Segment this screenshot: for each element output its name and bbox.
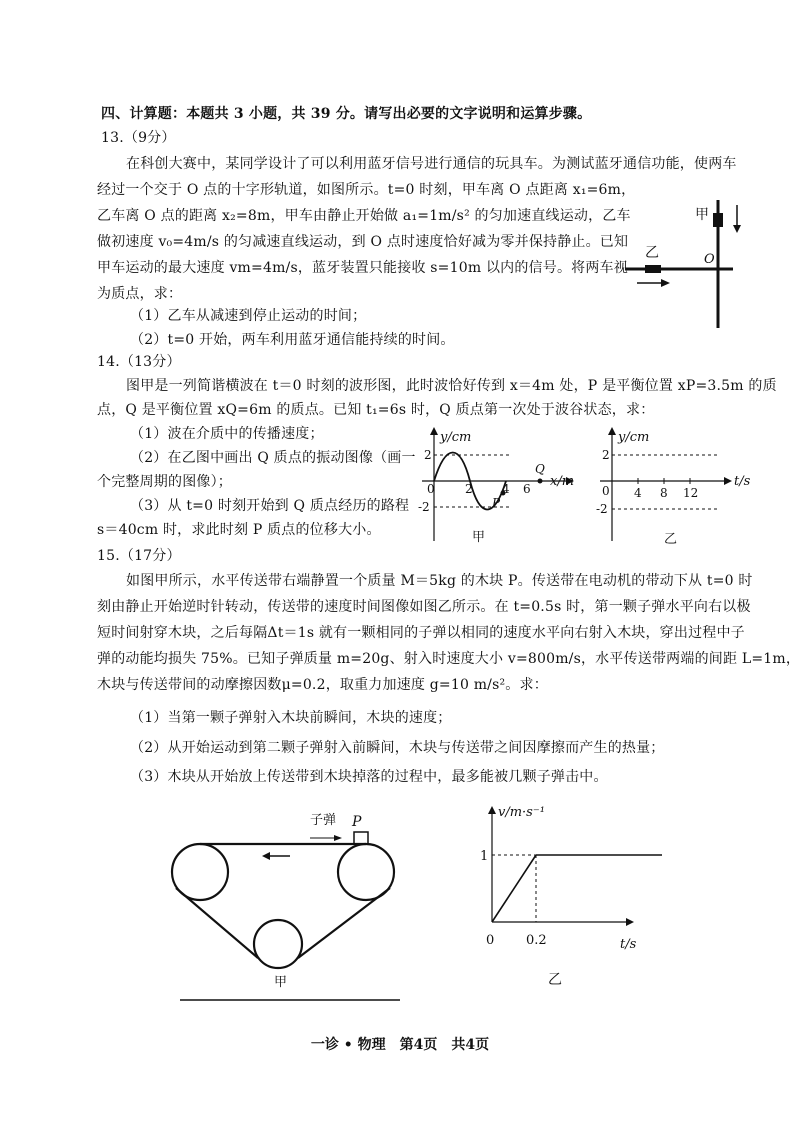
q14-jia-tick-y-2: 2 bbox=[424, 448, 432, 462]
q15-bullet-arrow bbox=[334, 835, 342, 841]
q15-sub-3: （3）木块从开始放上传送带到木块掉落的过程中，最多能被几颗子弹击中。 bbox=[130, 769, 608, 785]
q14-yi-tick-y-2: 2 bbox=[602, 448, 610, 462]
page-footer: 一诊 • 物理 第4页 共4页 bbox=[310, 1037, 490, 1053]
q14-sub-3b: s＝40cm 时，求此时刻 P 质点的位移大小。 bbox=[97, 522, 381, 538]
q14-jia-xlabel: x/m bbox=[550, 474, 575, 489]
q15-line-5: 木块与传送带间的动摩擦因数μ=0.2，取重力加速度 g=10 m/s²。求： bbox=[97, 677, 548, 693]
q14-line-1: 图甲是一列简谐横波在 t＝0 时刻的波形图，此时波恰好传到 x＝4m 处，P 是平衡位置 xP=3.5m 的质 bbox=[126, 378, 777, 394]
q15-velocity-graph bbox=[470, 798, 670, 998]
q15-vt-origin: 0 bbox=[486, 933, 495, 948]
q13-car-yi bbox=[645, 265, 661, 273]
q13-header: 13.（9分） bbox=[101, 130, 176, 146]
q14-jia-y-arrow bbox=[430, 427, 438, 435]
q15-block-p bbox=[354, 832, 368, 844]
q14-sub-3a: （3）从 t=0 时刻开始到 Q 质点经历的路程 bbox=[130, 498, 410, 514]
q15-vt-y-arrow bbox=[488, 806, 496, 814]
q15-line-1: 如图甲所示，水平传送带右端静置一个质量 M＝5kg 的木块 P。传送带在电动机的带动下从 t=0 时 bbox=[126, 573, 753, 589]
q14-wave-graph-jia bbox=[412, 425, 592, 550]
q14-yi-tick-x-4: 4 bbox=[634, 486, 642, 500]
q15-label-bullet: 子弹 bbox=[310, 813, 337, 828]
q13-sub-2: （2）t=0 开始，两车利用蓝牙通信能持续的时间。 bbox=[130, 332, 455, 348]
q13-label-yi: 乙 bbox=[645, 245, 659, 261]
q14-jia-label-p: P bbox=[492, 496, 501, 510]
q14-line-2: 点，Q 是平衡位置 xQ=6m 的质点。已知 t₁=6s 时，Q 质点第一次处于波谷状态，求： bbox=[97, 402, 655, 418]
q15-conveyor-figure bbox=[170, 808, 410, 1008]
q14-jia-tick-x-0: 0 bbox=[427, 482, 435, 496]
q13-arrow-jia-head bbox=[733, 225, 741, 233]
q15-vt-x-arrow bbox=[626, 918, 634, 926]
q14-jia-point-q bbox=[538, 479, 543, 484]
q13-line-4: 做初速度 v₀=4m/s 的匀减速直线运动，到 O 点时速度恰好减为零并保持静止。已知 bbox=[97, 234, 629, 250]
q14-yi-y-arrow bbox=[608, 427, 616, 435]
q14-jia-tick-x-6: 6 bbox=[523, 482, 531, 496]
q15-label-p: P bbox=[352, 814, 362, 830]
q13-line-3: 乙车离 O 点的距离 x₂=8m，甲车由静止开始做 a₁=1m/s² 的匀加速直线运动，乙车 bbox=[97, 208, 631, 224]
q15-vt-xlabel: t/s bbox=[620, 937, 637, 952]
q15-vt-tick-y-1: 1 bbox=[480, 849, 489, 864]
q14-yi-tick-y-neg2: -2 bbox=[596, 502, 608, 516]
q14-sub-1: （1）波在介质中的传播速度； bbox=[130, 426, 324, 442]
q15-line-3: 短时间射穿木块，之后每隔Δt＝1s 就有一颗相同的子弹以相同的速度水平向右射入木块，穿出过程中子 bbox=[97, 625, 745, 641]
q13-sub-1: （1）乙车从减速到停止运动的时间； bbox=[130, 308, 367, 324]
q15-vt-caption: 乙 bbox=[548, 972, 562, 988]
q14-vibration-graph-yi bbox=[590, 425, 770, 550]
q14-sub-2a: （2）在乙图中画出 Q 质点的振动图像（画一 bbox=[130, 450, 416, 466]
q14-jia-tick-x-2: 2 bbox=[465, 482, 473, 496]
q14-yi-x-arrow bbox=[724, 477, 732, 485]
q14-yi-tick-x-0: 0 bbox=[602, 484, 610, 498]
q15-belt-left bbox=[176, 888, 258, 958]
q15-caption-jia: 甲 bbox=[274, 975, 288, 990]
q13-label-jia: 甲 bbox=[695, 207, 709, 223]
q14-yi-tick-x-8: 8 bbox=[660, 486, 668, 500]
q13-line-2: 经过一个交于 O 点的十字形轨道，如图所示。t=0 时刻，甲车离 O 点距离 x₁=6m， bbox=[97, 182, 636, 198]
q15-vt-ylabel: v/m·s⁻¹ bbox=[498, 805, 545, 820]
q15-vt-tick-x: 0.2 bbox=[526, 933, 547, 948]
q13-car-jia bbox=[713, 213, 723, 227]
q14-jia-ylabel: y/cm bbox=[440, 430, 472, 445]
q15-belt-direction-head bbox=[262, 852, 270, 860]
q14-yi-tick-x-12: 12 bbox=[683, 486, 699, 500]
section-title: 四、计算题：本题共 3 小题，共 39 分。请写出必要的文字说明和运算步骤。 bbox=[101, 106, 592, 122]
q15-vt-ramp bbox=[492, 855, 536, 922]
q14-jia-caption: 甲 bbox=[472, 530, 486, 545]
q13-cross-track-figure bbox=[615, 195, 755, 335]
q13-line-5: 甲车运动的最大速度 vm=4m/s，蓝牙装置只能接收 s=10m 以内的信号。将两车视 bbox=[97, 260, 628, 276]
q14-jia-tick-y-neg2: -2 bbox=[418, 500, 430, 514]
q13-arrow-yi-head bbox=[661, 279, 670, 287]
q15-header: 15.（17分） bbox=[97, 548, 181, 564]
q14-jia-tick-x-4: 4 bbox=[502, 482, 510, 496]
q13-line-1: 在科创大赛中，某同学设计了可以利用蓝牙信号进行通信的玩具车。为测试蓝牙通信功能，使两车 bbox=[126, 156, 737, 172]
q13-label-o: O bbox=[704, 252, 715, 267]
q14-sub-2b: 个完整周期的图像）； bbox=[97, 474, 232, 490]
q15-belt-right bbox=[298, 888, 390, 958]
q14-yi-caption: 乙 bbox=[664, 532, 678, 547]
q13-line-6: 为质点，求： bbox=[97, 286, 183, 302]
q14-header: 14.（13分） bbox=[97, 354, 181, 370]
q15-line-2: 刻由静止开始逆时针转动，传送带的速度时间图像如图乙所示。在 t=0.5s 时，第一颗子弹水平向右以极 bbox=[97, 599, 751, 615]
q15-sub-1: （1）当第一颗子弹射入木块前瞬间，木块的速度； bbox=[130, 710, 452, 726]
q14-jia-label-q: Q bbox=[535, 462, 545, 476]
q14-yi-xlabel: t/s bbox=[734, 474, 751, 489]
q15-sub-2: （2）从开始运动到第二颗子弹射入前瞬间，木块与传送带之间因摩擦而产生的热量； bbox=[130, 740, 665, 756]
q14-yi-ylabel: y/cm bbox=[618, 430, 650, 445]
q15-bottom-pulley bbox=[254, 920, 302, 968]
q15-line-4: 弹的动能均损失 75%。已知子弹质量 m=20g、射入时速度大小 v=800m/s，水平传送带两端的间距 L=1m， bbox=[97, 651, 800, 667]
